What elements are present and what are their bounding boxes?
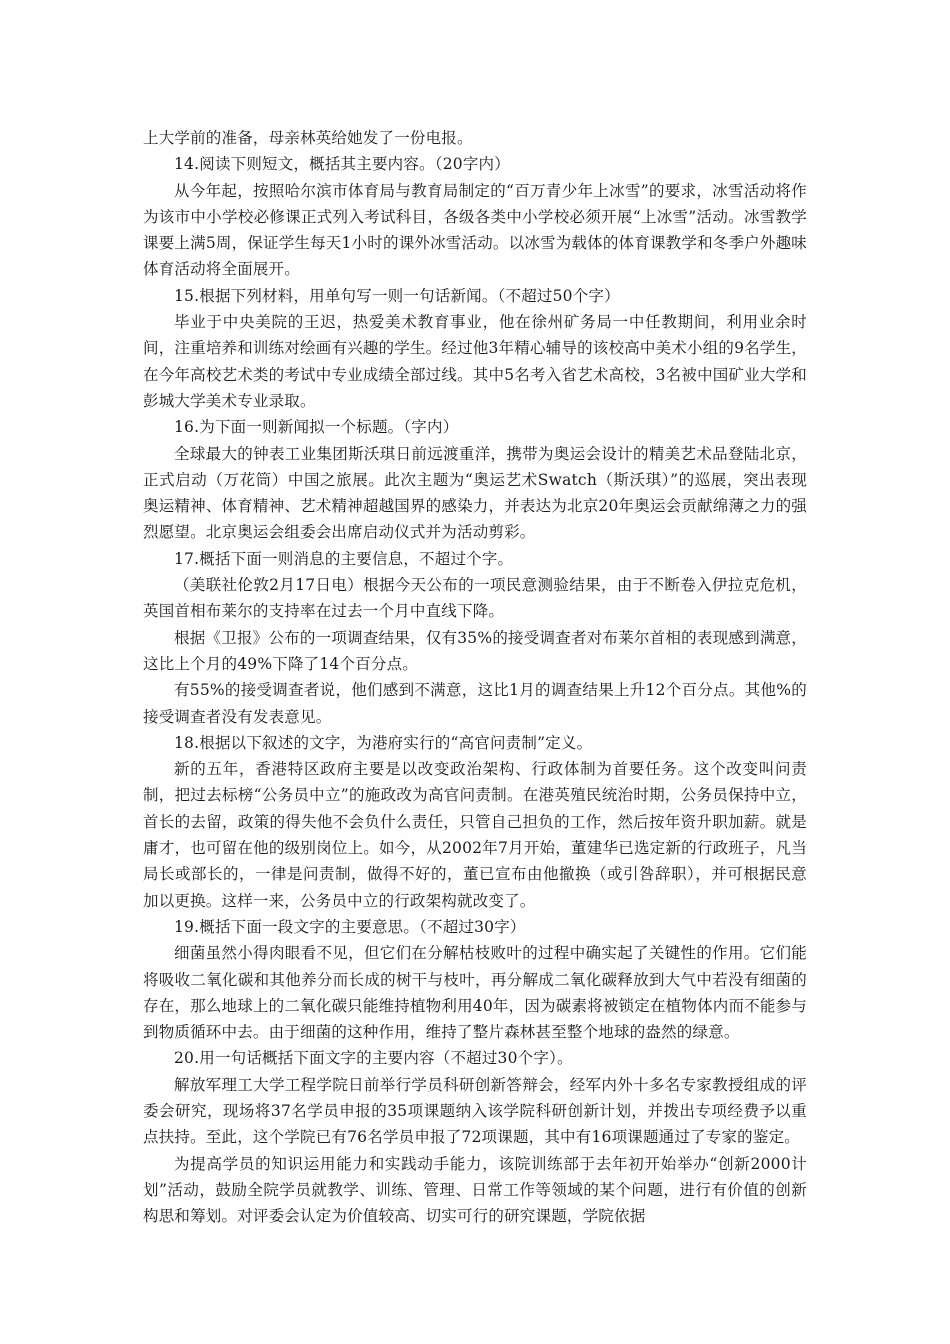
question-16: 16.为下面一则新闻拟一个标题。（字内） [174, 418, 459, 437]
paragraph-continuation: 上大学前的准备，母亲林英给她发了一份电报。 [143, 129, 473, 147]
passage-17-b: 根据《卫报》公布的一项调查结果，仅有35%的接受调查者对布莱尔首相的表现感到满意，这比上个月的49%下降了14个百分点。 [143, 628, 807, 673]
passage-14: 从今年起，按照哈尔滨市体育局与教育局制定的“百万青少年上冰雪”的要求，冰雪活动将作为该市中小学校必修课正式列入考试科目，各级各类中小学校必须开展“上冰雪”活动。冰雪教学课要上满5周，保证学生每天1小时的课外冰雪活动。以冰雪为载体的体育课教学和冬季户外趣味体育活动将全面展开。 [143, 181, 807, 279]
passage-17-a: （美联社伦敦2月17日电）根据今天公布的一项民意测验结果，由于不断卷入伊拉克危机，英国首相布莱尔的支持率在过去一个月中直线下降。 [143, 576, 807, 621]
question-14: 14.阅读下则短文，概括其主要内容。（20字内） [174, 155, 510, 174]
passage-20-b: 为提高学员的知识运用能力和实践动手能力，该院训练部于去年初开始举办“创新2000计划”活动，鼓励全院学员就教学、训练、管理、日常工作等领域的某个问题，进行有价值的创新构思和筹划。对评委会认定为价值较高、切实可行的研究课题，学院依据 [143, 1154, 807, 1226]
passage-15: 毕业于中央美院的王迟，热爱美术教育事业，他在徐州矿务局一中任教期间，利用业余时间，注重培养和训练对绘画有兴趣的学生。经过他3年精心辅导的该校高中美术小组的9名学生，在今年高校艺术类的考试中专业成绩全部过线。其中5名考入省艺术高校，3名被中国矿业大学和彭城大学美术专业录取。 [143, 313, 807, 410]
passage-18: 新的五年，香港特区政府主要是以改变政治架构、行政体制为首要任务。这个改变叫问责制，把过去标榜“公务员中立”的施政改为高官问责制。在港英殖民统治时期，公务员保持中立，首长的去留，政策的得失他不会负什么责任，只管自己担负的工作，然后按年资升职加薪。就是庸才，也可留在他的级别岗位上。如今，从2002年7月开始，董建华已选定新的行政班子，凡当局长或部长的，一律是问责制，做得不好的，董已宣布由他撤换（或引咎辞职），并可根据民意加以更换。这样一来，公务员中立的行政架构就改变了。 [143, 760, 807, 910]
passage-16: 全球最大的钟表工业集团斯沃琪日前远渡重洋，携带为奥运会设计的精美艺术品登陆北京，正式启动（万花筒）中国之旅展。此次主题为“奥运艺术Swatch（斯沃琪）”的巡展，突出表现奥运精神、体育精神、艺术精神超越国界的感染力，并表达为北京20年奥运会贡献绵薄之力的强烈愿望。北京奥运会组委会出席启动仪式并为活动剪彩。 [143, 444, 807, 542]
question-20: 20.用一句话概括下面文字的主要内容（不超过30个字）。 [174, 1049, 573, 1068]
passage-19: 细菌虽然小得肉眼看不见，但它们在分解枯枝败叶的过程中确实起了关键性的作用。它们能将吸收二氧化碳和其他养分而长成的树干与枝叶，再分解成二氧化碳释放到大气中若没有细菌的存在，那么地球上的二氧化碳只能维持植物利用40年，因为碳素将被锁定在植物体内而不能参与到物质循环中去。由于细菌的这种作用，维持了整片森林甚至整个地球的盎然的绿意。 [143, 944, 807, 1042]
question-19: 19.概括下面一段文字的主要意思。（不超过30字） [174, 917, 526, 936]
passage-20-a: 解放军理工大学工程学院日前举行学员科研创新答辩会，经军内外十多名专家教授组成的评委会研究，现场将37名学员申报的35项课题纳入该学院科研创新计划，并拨出专项经费予以重点扶持。至此，这个学院已有76名学员申报了72项课题，其中有16项课题通过了专家的鉴定。 [143, 1075, 807, 1147]
question-15: 15.根据下列材料，用单句写一则一句话新闻。（不超过50个字） [174, 286, 620, 305]
question-17: 17.概括下面一则消息的主要信息，不超过个字。 [174, 549, 514, 568]
passage-17-c: 有55%的接受调查者说，他们感到不满意，这比1月的调查结果上升12个百分点。其他%的接受调查者没有发表意见。 [143, 681, 807, 726]
document-body [143, 125, 807, 1229]
question-18: 18.根据以下叙述的文字，为港府实行的“高官问责制”定义。 [174, 733, 593, 752]
